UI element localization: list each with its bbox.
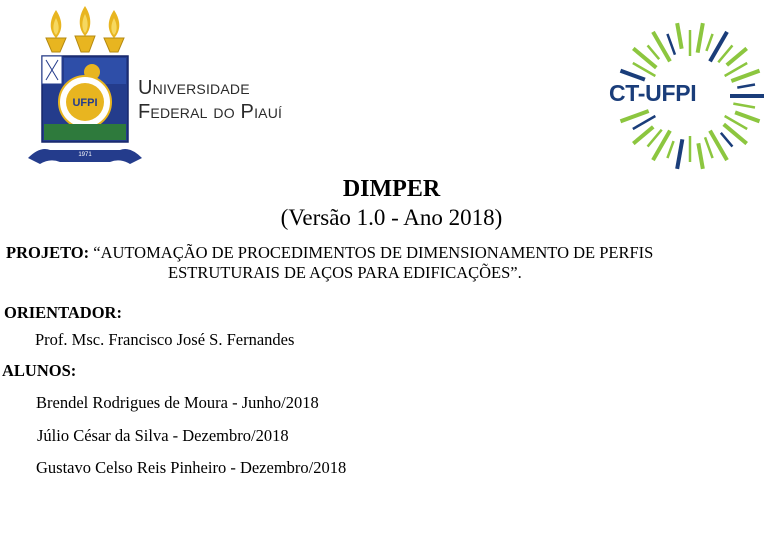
document-subtitle: (Versão 1.0 - Ano 2018) <box>280 205 503 230</box>
ct-ray <box>633 127 653 144</box>
project-description <box>6 243 776 283</box>
torch-icon <box>104 10 124 52</box>
advisor-name: Prof. Msc. Francisco José S. Fernandes <box>35 330 295 349</box>
ct-ray <box>706 34 712 51</box>
ct-ray <box>727 48 747 65</box>
student-item: Júlio César da Silva - Dezembro/2018 <box>37 426 289 445</box>
ufpi-emblem-text: UFPI <box>72 97 98 109</box>
advisor-label: ORIENTADOR: <box>4 303 122 322</box>
ct-ray <box>698 143 703 169</box>
project-text-line1: “AUTOMAÇÃO DE PROCEDIMENTOS DE DIMENSIONAMENTO DE PERFIS <box>93 243 654 262</box>
ct-ray <box>667 141 673 158</box>
ct-ray <box>698 23 703 53</box>
ct-ray <box>620 71 644 80</box>
ct-ray <box>737 85 755 88</box>
ct-ray <box>705 137 713 158</box>
ct-ray <box>721 133 733 147</box>
ct-ufpi-logo-text: CT-UFPI <box>609 80 697 106</box>
torch-icon <box>46 10 66 52</box>
student-item: Brendel Rodrigues de Moura - Junho/2018 <box>36 393 319 412</box>
project-label: PROJETO: <box>6 243 90 262</box>
university-name-line2: Federal do Piauí <box>138 101 283 123</box>
ct-ray <box>620 111 648 121</box>
ct-ray <box>731 71 759 81</box>
ufpi-emblem-year: 1971 <box>78 152 92 158</box>
university-name <box>138 78 282 122</box>
students-label: ALUNOS: <box>2 361 77 380</box>
project-text-line2: ESTRUTURAIS DE AÇOS PARA EDIFICAÇÕES”. <box>168 263 522 282</box>
ct-ray <box>677 139 682 169</box>
ufpi-emblem-logo <box>26 2 144 174</box>
ct-ray <box>735 112 759 121</box>
ct-ray <box>648 45 660 59</box>
student-item: Gustavo Celso Reis Pinheiro - Dezembro/2018 <box>36 458 347 477</box>
torch-icon <box>75 6 95 52</box>
ct-ray <box>733 104 755 108</box>
university-name-line1: Universidade <box>138 77 250 99</box>
document-title: DIMPER <box>342 176 441 202</box>
ct-ray <box>667 34 675 55</box>
ct-ray <box>677 23 682 49</box>
